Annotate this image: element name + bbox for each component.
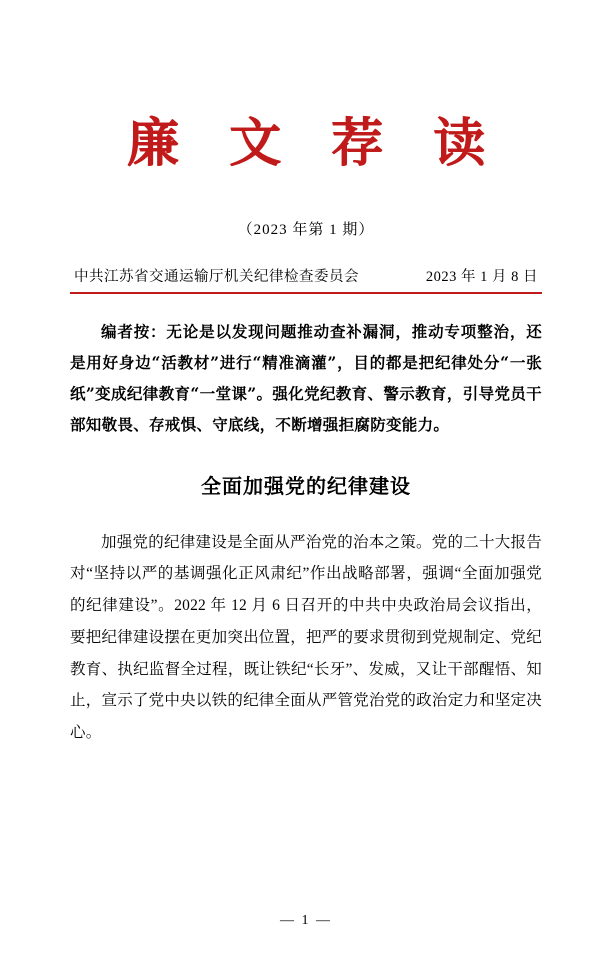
editor-note: 编者按：无论是以发现问题推动查补漏洞，推动专项整治，还是用好身边“活教材”进行“精准滴灌”，目的都是把纪律处分“一张纸”变成纪律教育“一堂课”。强化党纪教育、警示教育，引导党员干部知敬畏、存戒惧、守底线，不断增强拒腐防变能力。 <box>70 321 542 434</box>
publication-date: 2023 年 1 月 8 日 <box>425 269 538 285</box>
page-number: — 1 — <box>280 913 332 928</box>
publisher-name: 中共江苏省交通运输厅机关纪律检查委员会 <box>74 269 359 285</box>
document-page <box>0 113 612 975</box>
article-title: 全面加强党的纪律建设 <box>201 473 411 498</box>
publisher-row <box>70 265 542 292</box>
article-body-paragraph: 加强党的纪律建设是全面从严治党的治本之策。党的二十大报告对“坚持以严的基调强化正风肃纪”作出战略部署，强调“全面加强党的纪律建设”。2022 年 12 月 6 日召开的中共中央政治局会议指出，要把纪律建设摆在更加突出位置，把严的要求贯彻到党规制定、党纪教育、执纪监督全过程，既让铁纪“长牙”、发威，又让干部醒悟、知止，宣示了党中央以铁的纪律全面从严管党治党的政治定力和坚定决心。 <box>70 533 542 742</box>
issue-number: （2023 年第 1 期） <box>237 222 375 238</box>
masthead-title: 廉 文 荐 读 <box>126 113 502 174</box>
header-divider <box>70 292 542 294</box>
